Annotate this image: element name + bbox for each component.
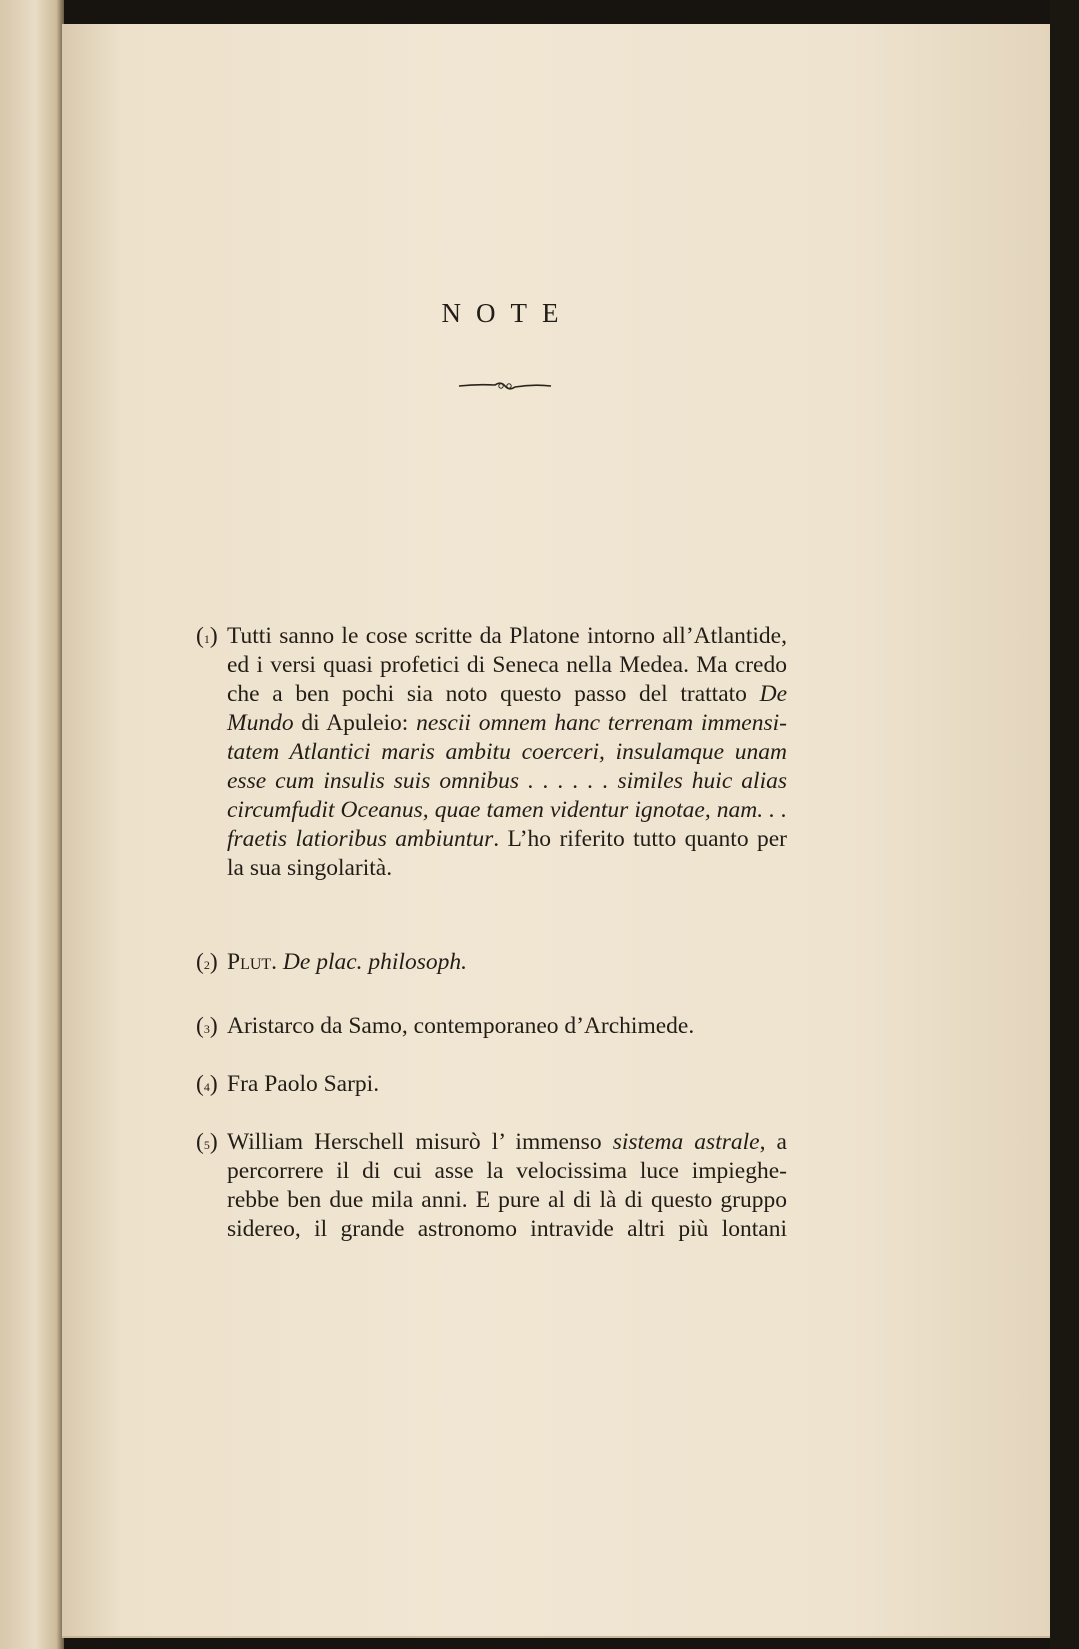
note-line — [227, 796, 787, 825]
marker-open: ( — [196, 623, 204, 649]
text-run: Aristarco da Samo, contemporaneo d’Archimede. — [227, 1013, 695, 1039]
text-run: Fra Paolo Sarpi. — [227, 1071, 380, 1097]
text-run: che a ben pochi sia noto questo passo del trattato — [227, 681, 760, 707]
text-run: . L’ho riferito tutto quanto per — [493, 826, 788, 852]
italic-run: tatem Atlantici maris ambitu coerceri, insulamque unam — [227, 739, 787, 765]
footnote-marker — [196, 1070, 218, 1099]
ornament-divider — [457, 378, 553, 394]
footnote-text — [227, 622, 787, 883]
footnote-marker — [196, 1128, 218, 1157]
marker-close: ) — [209, 1013, 218, 1039]
text-run: percorrere il di cui asse la velocissima luce impieghe- — [227, 1158, 787, 1184]
note-line — [227, 1012, 694, 1041]
small-caps-run: Plut — [227, 949, 272, 975]
marker-number: 5 — [203, 1138, 210, 1152]
marker-close: ) — [209, 1071, 218, 1097]
footnote-text — [227, 1070, 379, 1099]
text-run: William Herschell misurò l’ immenso — [227, 1129, 613, 1155]
note-line — [227, 1157, 787, 1186]
note-line — [227, 1070, 379, 1099]
note-line — [227, 767, 787, 796]
page-title: NOTE — [441, 298, 574, 328]
note-line — [227, 738, 787, 767]
note-line — [227, 622, 787, 651]
text-run: Tutti sanno le cose scritte da Platone intorno all’Atlantide, — [227, 623, 787, 649]
footnote-marker — [196, 1012, 218, 1041]
footnote-text — [227, 948, 467, 977]
italic-run: esse cum insulis suis omnibus . . . . . . similes huic alias — [227, 768, 787, 794]
italic-run: De — [759, 681, 787, 707]
marker-close: ) — [209, 623, 218, 649]
marker-open: ( — [196, 1071, 204, 1097]
footnote-text — [227, 1128, 787, 1244]
text-run: rebbe ben due mila anni. E pure al di là di questo gruppo — [227, 1187, 787, 1213]
marker-number: 2 — [203, 958, 210, 972]
text-run: ed i versi quasi profetici di Seneca nella Medea. Ma credo — [227, 652, 787, 678]
text-run: , a — [759, 1129, 787, 1155]
note-line — [227, 1186, 787, 1215]
note-line — [227, 854, 787, 883]
marker-number: 1 — [203, 632, 210, 646]
marker-close: ) — [209, 949, 218, 975]
marker-number: 4 — [203, 1080, 210, 1094]
footnote-text — [227, 1012, 694, 1041]
italic-run: De plac. philosoph. — [282, 949, 467, 975]
note-line — [227, 651, 787, 680]
note-line — [227, 825, 787, 854]
note-line — [227, 680, 787, 709]
italic-run: sistema astrale — [612, 1129, 760, 1155]
italic-run: nescii omnem hanc terrenam immensi- — [416, 710, 787, 736]
italic-run: circumfudit Oceanus, quae tamen videntur ignotae, nam. . . — [227, 797, 787, 823]
footnote-marker — [196, 948, 218, 977]
note-line — [227, 948, 467, 977]
text-run: . — [271, 949, 283, 975]
italic-run: fraetis latioribus ambiuntur — [227, 826, 494, 852]
marker-open: ( — [196, 1013, 204, 1039]
footnote-marker — [196, 622, 218, 651]
marker-number: 3 — [203, 1022, 210, 1036]
note-line — [227, 709, 787, 738]
marker-close: ) — [209, 1129, 218, 1155]
italic-run: Mundo — [227, 710, 294, 736]
marker-open: ( — [196, 1129, 204, 1155]
note-line — [227, 1128, 787, 1157]
text-run: di Apuleio: — [293, 710, 417, 736]
text-run: sidereo, il grande astronomo intravide altri più lontani — [227, 1216, 787, 1242]
text-run: la sua singolarità. — [227, 855, 393, 881]
note-line — [227, 1215, 787, 1244]
marker-open: ( — [196, 949, 204, 975]
